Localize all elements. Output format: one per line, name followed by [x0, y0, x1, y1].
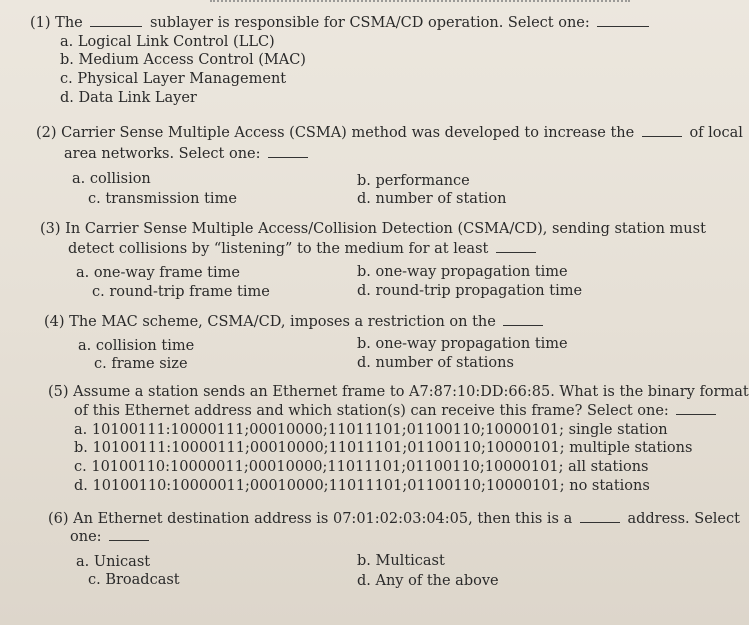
option-c[interactable]: c. Physical Layer Management — [60, 71, 287, 87]
question-1-number: (1) The — [30, 15, 83, 31]
option-d[interactable]: d. 10100110:10000011;00010000;11011101;01100110;10000101; no stations — [74, 478, 650, 494]
option-d[interactable]: d. number of stations — [357, 355, 514, 371]
answer-blank[interactable] — [597, 14, 649, 27]
question-5-stem-cont: of this Ethernet address and which station(s) can receive this frame? Select one: — [74, 402, 719, 420]
answer-blank[interactable] — [109, 528, 149, 541]
question-2-stem: (2) Carrier Sense Multiple Access (CSMA) method was developed to increase the of local — [36, 125, 743, 141]
question-3-stem-cont: detect collisions by “listening” to the medium for at least — [68, 240, 539, 258]
option-d[interactable]: d. Data Link Layer — [60, 90, 197, 106]
option-b[interactable]: b. one-way propagation time — [357, 264, 568, 280]
option-c[interactable]: c. 10100110:10000011;00010000;11011101;01100110;10000101; all stations — [74, 459, 649, 475]
option-a[interactable]: a. collision — [72, 171, 151, 187]
option-c[interactable]: c. transmission time — [88, 191, 237, 207]
option-a[interactable]: a. collision time — [78, 338, 195, 354]
option-d[interactable]: d. number of station — [357, 191, 507, 207]
question-4-stem: (4) The MAC scheme, CSMA/CD, imposes a restriction on the — [44, 313, 546, 331]
question-1-stem — [30, 14, 652, 32]
option-b[interactable]: b. 10100111:10000111;00010000;11011101;01100110;10000101; multiple stations — [74, 440, 693, 456]
option-d[interactable]: d. Any of the above — [357, 573, 499, 589]
answer-blank[interactable] — [503, 313, 543, 326]
answer-blank[interactable] — [676, 402, 716, 415]
option-c[interactable]: c. frame size — [94, 356, 188, 372]
answer-blank[interactable] — [268, 145, 308, 158]
option-c[interactable]: c. Broadcast — [88, 572, 180, 588]
option-b[interactable]: b. Multicast — [357, 553, 445, 569]
option-b[interactable]: b. Medium Access Control (MAC) — [60, 52, 306, 68]
question-1-text: sublayer is responsible for CSMA/CD operation. Select one: — [149, 15, 590, 31]
question-6-stem-cont: one: — [70, 528, 152, 546]
question-2-stem-cont: area networks. Select one: — [64, 145, 311, 163]
option-b[interactable]: b. one-way propagation time — [357, 336, 568, 352]
option-a[interactable]: a. 10100111:10000111;00010000;11011101;01100110;10000101; single station — [74, 422, 668, 438]
option-b[interactable]: b. performance — [357, 173, 470, 189]
option-d[interactable]: d. round-trip propagation time — [357, 283, 583, 299]
answer-blank[interactable] — [90, 14, 142, 27]
answer-blank[interactable] — [580, 510, 620, 523]
option-a[interactable]: a. one-way frame time — [76, 265, 240, 281]
dotted-rule — [210, 0, 630, 6]
question-3-stem: (3) In Carrier Sense Multiple Access/Collision Detection (CSMA/CD), sending station must — [40, 221, 706, 237]
question-6-stem: (6) An Ethernet destination address is 07:01:02:03:04:05, then this is a address. Select — [48, 511, 740, 527]
option-c[interactable]: c. round-trip frame time — [92, 284, 270, 300]
option-a[interactable]: a. Unicast — [76, 554, 151, 570]
answer-blank[interactable] — [496, 240, 536, 253]
answer-blank[interactable] — [642, 124, 682, 137]
question-5-stem: (5) Assume a station sends an Ethernet frame to A7:87:10:DD:66:85. What is the binary format — [48, 384, 749, 400]
option-a[interactable]: a. Logical Link Control (LLC) — [60, 34, 275, 50]
